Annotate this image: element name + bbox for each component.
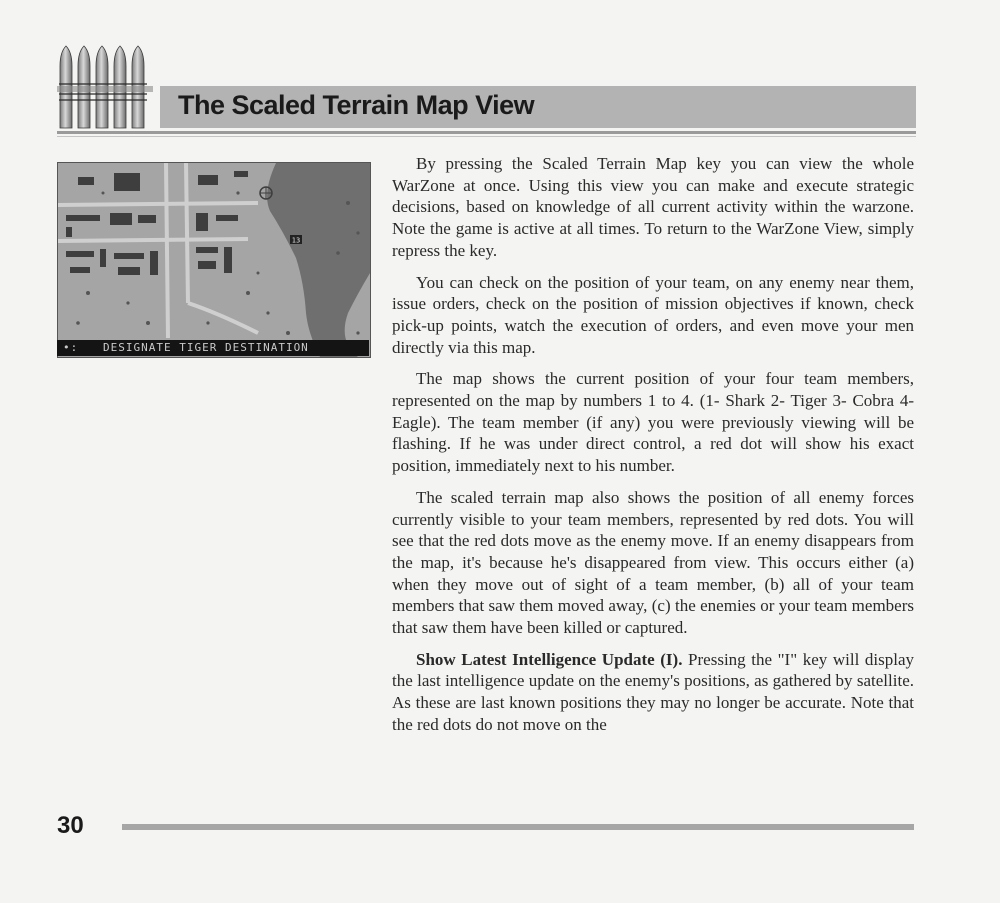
header-rule-thin [57, 136, 916, 137]
paragraph-2: You can check on the position of your team, on any enemy near them, issue orders, check on the position of mission objectives if known, check pick-up points, watch the execution of orders, and even move your men directly via this map. [392, 272, 914, 357]
header-rule [57, 131, 916, 134]
screenshot-caption: DESIGNATE TIGER DESTINATION [103, 341, 309, 354]
caption-prefix: •: [63, 341, 79, 354]
paragraph-3: The map shows the current position of your four team members, represented on the map by numbers 1 to 4. (1- Shark 2- Tiger 3- Cobra 4- Eagle). The team member (if any) you were previously viewing will be flashing. If he was under direct control, a red dot will show his exact position, immediately next to his number. [392, 369, 914, 476]
page-number: 30 [57, 812, 84, 839]
paragraph-5-heading: Show Latest Intelligence Update (I). [416, 649, 683, 669]
paragraph-5-text: Pressing the "I" key will display the last intelligence update on the enemy's positions, as gathered by satellite. As these are last known positions they may no longer be accurate. Note that the red dots do not move on the [392, 649, 914, 734]
footer-rule [122, 824, 914, 830]
paragraph-5 [392, 649, 914, 736]
terrain-map-screenshot [57, 162, 371, 358]
body-text [392, 153, 914, 746]
unit-marker-label: 13 [291, 236, 301, 245]
paragraph-1: By pressing the Scaled Terrain Map key you can view the whole WarZone at once. Using this view you can make and execute strategic decisions, based on knowledge of all current activity within the warzone. Note the game is active at all times. To return to the WarZone View, simply repress the key. [392, 154, 914, 260]
bullets-icon [57, 44, 153, 130]
screenshot-caption-bar [57, 340, 369, 356]
page-title: The Scaled Terrain Map View [178, 90, 535, 120]
paragraph-4: The scaled terrain map also shows the position of all enemy forces currently visible to your team members, represented by red dots. You will see that the red dots move as the enemy move. If an enemy disappears from the map, it's because he's disappeared from view. This occurs either (a) when they move out of sight of a team member, (b) all of your team members that saw them moved away, (c) the enemies or your team members that saw them have been killed or captured. [392, 487, 914, 638]
